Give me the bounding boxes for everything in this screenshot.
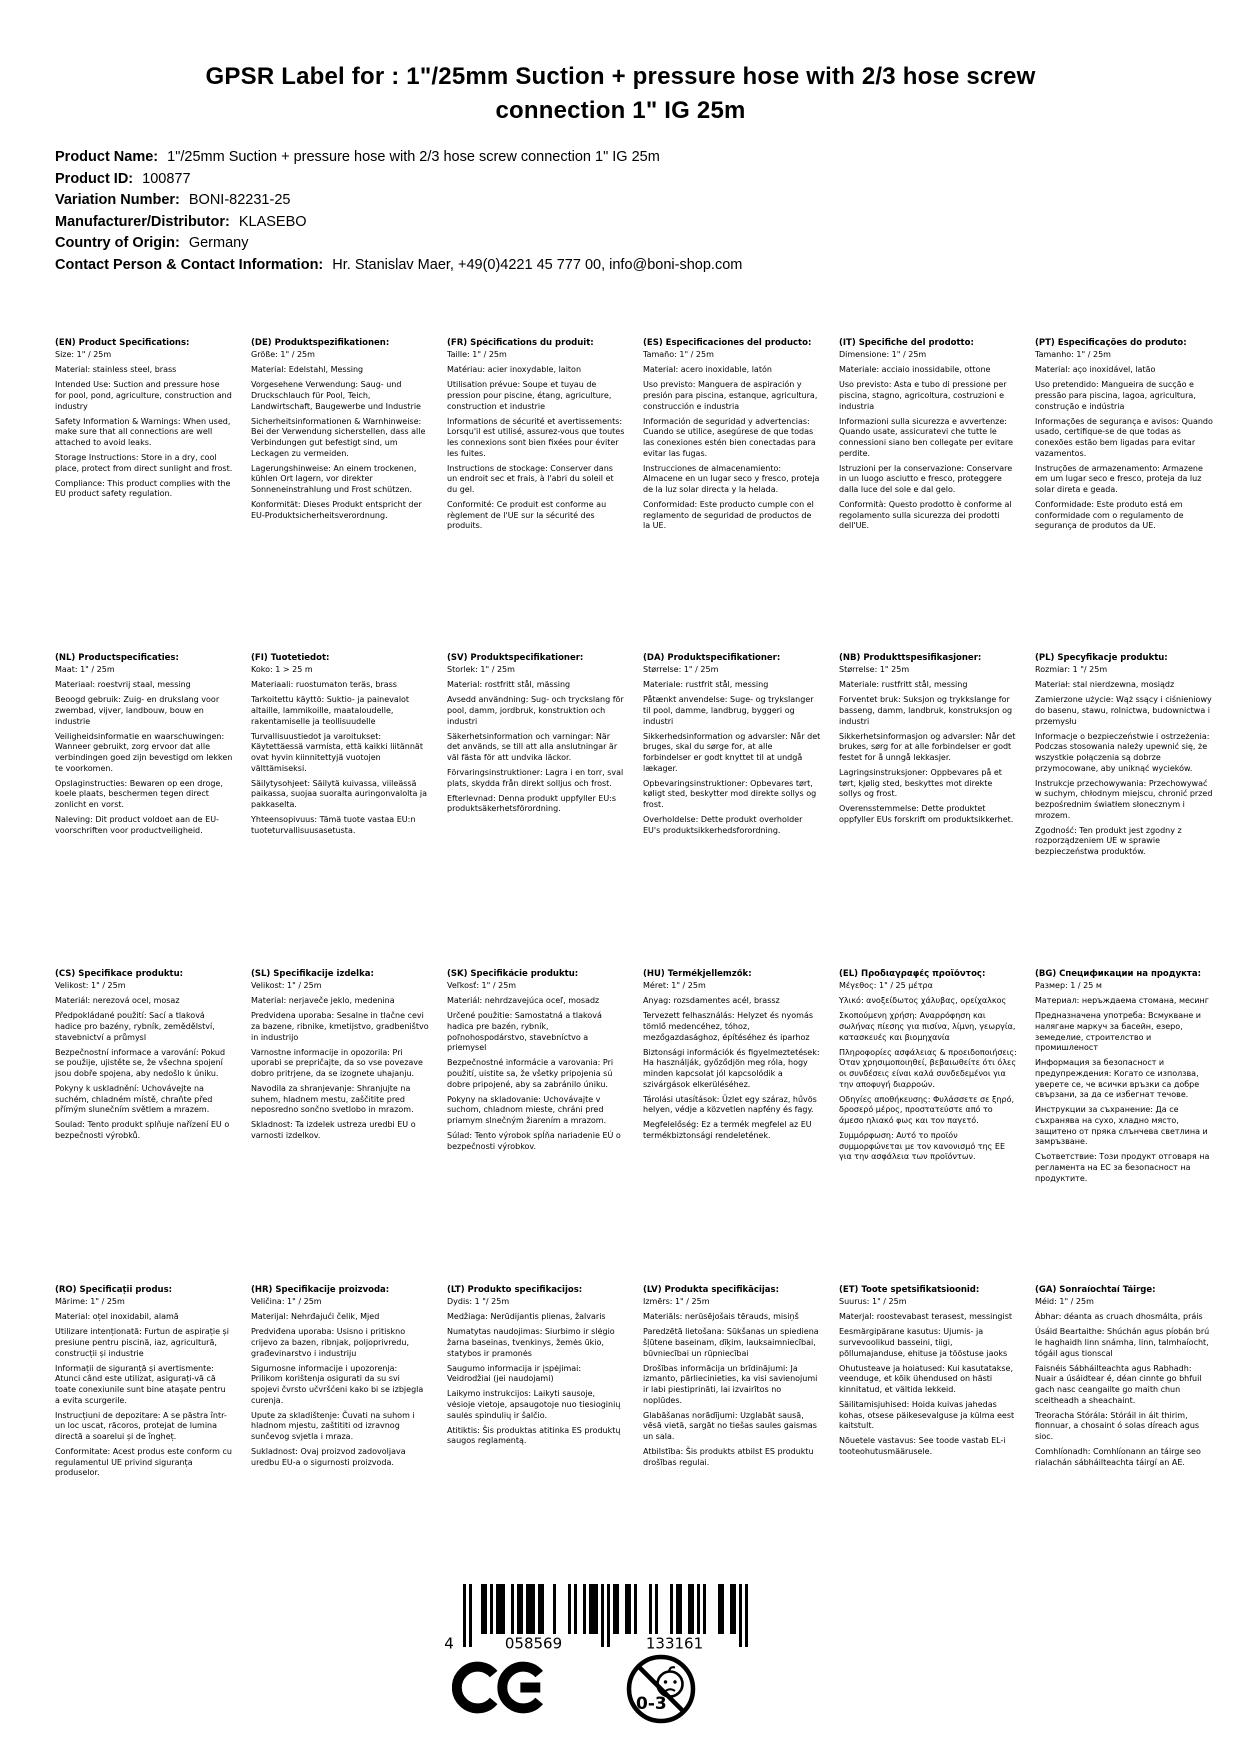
lang-heading-lt: (LT) Produkto specifikacijos: <box>447 1285 583 1295</box>
spec-paragraph: Instrucțiuni de depozitare: A se păstra într-un loc uscat, răcoros, protejat de lumina directă a soarelui și de îngheț. <box>55 1410 227 1441</box>
spec-paragraph: Overensstemmelse: Dette produktet oppfyller EUs forskrift om produktsikkerhet. <box>839 804 1014 825</box>
spec-paragraph: Información de seguridad y advertencias: Cuando se utilice, asegúrese de que todas las conexiones estén bien conectadas para evitar las fugas. <box>643 416 816 458</box>
spec-paragraph: Istruzioni per la conservazione: Conservare in un luogo asciutto e fresco, proteggere dalla luce del sole e dal gelo. <box>839 463 1013 494</box>
spec-paragraph: Uso previsto: Manguera de aspiración y presión para piscina, estanque, agricultura, construcción e industria <box>643 380 818 411</box>
lang-paragraphs-es <box>643 350 821 532</box>
country-of-origin-row <box>55 233 742 255</box>
contact-value: Hr. Stanislav Maer, +49(0)4221 45 777 00, info@boni-shop.com <box>332 256 743 273</box>
spec-paragraph: Υλικό: ανοξείδωτος χάλυβας, ορείχαλκος <box>839 996 1007 1006</box>
spec-paragraph: Maat: 1" / 25m <box>55 665 115 675</box>
spec-paragraph: Съответствие: Този продукт отговаря на регламента на ЕС за безопасност на продуктите. <box>1035 1152 1210 1183</box>
contact-row <box>55 255 742 277</box>
spec-paragraph: Opbevaringsinstruktioner: Opbevares tørt, køligt sted, beskytter mod direkte sollys og frost. <box>643 778 817 809</box>
spec-paragraph: Materiál: nehrdzavejúca oceľ, mosadz <box>447 996 600 1006</box>
spec-paragraph: Påtænkt anvendelse: Suge- og trykslanger til pool, damme, landbrug, byggeri og industri <box>643 695 814 726</box>
spec-paragraph: Úsáid Beartaithe: Shúchán agus píobán brú le haghaidh linn snámha, linn, talmhaíocht, tógáil agus tionscal <box>1035 1327 1210 1358</box>
spec-paragraph: Sigurnosne informacije i upozorenja: Prilikom korištenja osigurati da su svi spojevi čvrsto učvršćeni kako bi se izbjegla curenja. <box>251 1363 424 1405</box>
lang-paragraphs-hr <box>251 1297 429 1468</box>
spec-paragraph: Materiāls: nerūsējošais tērauds, misiņš <box>643 1312 799 1322</box>
spec-paragraph: Dimensione: 1" / 25m <box>839 350 927 360</box>
spec-paragraph: Размер: 1 / 25 м <box>1035 981 1102 991</box>
lang-block-hu <box>643 969 821 1285</box>
spec-paragraph: Megfelelőség: Ez a termék megfelel az EU termékbiztonsági rendeletének. <box>643 1120 812 1141</box>
spec-paragraph: Materiale: rustfrit stål, messing <box>643 680 769 690</box>
lang-paragraphs-sv <box>447 665 625 815</box>
lang-block-el <box>839 969 1017 1285</box>
spec-paragraph: Conformité: Ce produit est conforme au règlement de l'UE sur la sécurité des produits. <box>447 500 607 531</box>
spec-paragraph: Medžiaga: Nerūdijantis plienas, žalvaris <box>447 1312 606 1322</box>
spec-paragraph: Beoogd gebruik: Zuig- en drukslang voor zwembad, vijver, landbouw, bouw en industrie <box>55 695 220 726</box>
spec-paragraph: Comhlíonadh: Comhlíonann an táirge seo rialachán sábháilteachta táirgí an AE. <box>1035 1447 1201 1467</box>
lang-heading-hr: (HR) Specifikacije proizvoda: <box>251 1285 390 1295</box>
spec-paragraph: Nõuetele vastavus: See toode vastab EL-i tooteohutusmäärusele. <box>839 1436 1006 1457</box>
lang-heading-cs: (CS) Specifikace produktu: <box>55 969 184 979</box>
spec-paragraph: Rozmiar: 1 "/ 25m <box>1035 665 1108 675</box>
product-name-label: Product Name: <box>55 149 159 165</box>
spec-paragraph: Materiaal: roestvrij staal, messing <box>55 680 191 690</box>
spec-paragraph: Tárolási utasítások: Üzlet egy száraz, hűvös helyen, védje a közvetlen napfény és fagy. <box>643 1094 817 1115</box>
spec-paragraph: Veiligheidsinformatie en waarschuwingen: Wanneer gebruikt, zorg ervoor dat alle verbindingen goed zijn bevestigd om lekken te voorkomen. <box>55 731 233 773</box>
lang-paragraphs-da <box>643 665 821 836</box>
spec-paragraph: Informações de segurança e avisos: Quando usado, certifique-se de que todas as conexões estão bem ligadas para evitar vazamentos. <box>1035 416 1213 458</box>
spec-paragraph: Materijal: Nehrđajući čelik, Mjed <box>251 1312 380 1322</box>
spec-paragraph: Upute za skladištenje: Čuvati na suhom i hladnom mjestu, zaštititi od izravnog sunčevog svjetla i mraza. <box>251 1410 415 1441</box>
spec-paragraph: Størrelse: 1" / 25m <box>643 665 719 675</box>
spec-paragraph: Súlad: Tento výrobok spĺňa nariadenie EÚ o bezpečnosti výrobkov. <box>447 1131 621 1151</box>
lang-paragraphs-ro <box>55 1297 233 1479</box>
spec-paragraph: Veľkosť: 1" / 25m <box>447 981 517 991</box>
spec-paragraph: Mărime: 1" / 25m <box>55 1297 125 1307</box>
age-warning-text: 0-3 <box>636 1694 667 1714</box>
lang-paragraphs-it <box>839 350 1017 532</box>
spec-paragraph: Tamanho: 1" / 25m <box>1035 350 1111 360</box>
spec-paragraph: Materiaali: ruostumaton teräs, brass <box>251 680 397 690</box>
country-of-origin-value: Germany <box>188 235 249 251</box>
spec-paragraph: Compliance: This product complies with the EU product safety regulation. <box>55 478 231 499</box>
spec-paragraph: Koko: 1 > 25 m <box>251 665 313 675</box>
spec-paragraph: Материал: неръждаема стомана, месинг <box>1035 996 1209 1006</box>
spec-paragraph: Uso previsto: Asta e tubo di pressione per piscina, stagno, agricoltura, costruzioni e industria <box>839 380 1007 411</box>
spec-paragraph: Storlek: 1" / 25m <box>447 665 515 675</box>
spec-paragraph: Lagringsinstruksjoner: Oppbevares på et tørt, kjølig sted, beskyttes mot direkte sollys og frost. <box>839 768 1002 799</box>
spec-paragraph: Säilitamisjuhised: Hoida kuivas jahedas kohas, otsese päikesevalguse ja külma eest kaitstult. <box>839 1400 1015 1431</box>
spec-paragraph: Material: stainless steel, brass <box>55 365 177 375</box>
lang-heading-sk: (SK) Špecifikácie produktu: <box>447 969 579 979</box>
lang-block-nb <box>839 653 1017 969</box>
spec-paragraph: Intended Use: Suction and pressure hose for pool, pond, agriculture, construction and industry <box>55 380 232 411</box>
lang-paragraphs-nl <box>55 665 233 836</box>
spec-paragraph: Treoracha Stórála: Stóráil in áit thirim, fionnuar, a chosaint ó solas díreach agus sioc. <box>1035 1410 1200 1441</box>
lang-block-pl <box>1035 653 1213 969</box>
contact-label: Contact Person & Contact Information: <box>55 256 324 273</box>
spec-paragraph: Bezpečnostné informácie a varovania: Pri použití, uistite sa, že všetky pripojenia sú dobre pripojené, aby sa zabránilo úniku. <box>447 1058 614 1089</box>
variation-number-row <box>55 190 742 212</box>
spec-paragraph: Utilisation prévue: Soupe et tuyau de pression pour piscine, étang, agriculture, construction et industrie <box>447 380 612 411</box>
spec-paragraph: Zgodność: Ten produkt jest zgodny z rozporządzeniem UE w sprawie bezpieczeństwa produktów. <box>1035 825 1182 856</box>
lang-block-de <box>251 338 429 653</box>
spec-paragraph: Conformidade: Este produto está em conformidade com o regulamento de segurança de produtos da UE. <box>1035 500 1184 531</box>
lang-paragraphs-cs <box>55 981 233 1142</box>
spec-paragraph: Ábhar: déanta as cruach dhosmálta, práis <box>1035 1312 1203 1322</box>
spec-paragraph: Yhteensopivuus: Tämä tuote vastaa EU:n tuoteturvallisuusasetusta. <box>251 815 416 835</box>
spec-paragraph: Skladnost: Ta izdelek ustreza uredbi EU o varnosti izdelkov. <box>251 1120 416 1141</box>
spec-paragraph: Utilizare intenționată: Furtun de aspirație și presiune pentru piscină, iaz, agricultură, construcții și industrie <box>55 1327 229 1358</box>
lang-paragraphs-pt <box>1035 350 1213 532</box>
spec-paragraph: Informazioni sulla sicurezza e avvertenze: Quando usate, assicuratevi che tutte le connessioni siano ben collegate per evitare perdite. <box>839 416 1014 458</box>
spec-paragraph: Инструкции за съхранение: Да се съхранява на сухо, хладно място, защитено от пряка слънчева светлина и замръзване. <box>1035 1105 1208 1147</box>
lang-heading-fi: (FI) Tuotetiedot: <box>251 653 330 663</box>
lang-heading-nb: (NB) Produkttspesifikasjoner: <box>839 653 982 663</box>
lang-block-ga <box>1035 1285 1213 1483</box>
lang-heading-bg: (BG) Спецификации на продукта: <box>1035 969 1201 979</box>
lang-block-bg <box>1035 969 1213 1285</box>
lang-paragraphs-el <box>839 981 1017 1163</box>
lang-block-sl <box>251 969 429 1285</box>
page-title: GPSR Label for : 1"/25mm Suction + pressure hose with 2/3 hose screw connection 1" IG 25m <box>205 63 1036 124</box>
lang-block-en <box>55 338 233 653</box>
lang-block-et <box>839 1285 1017 1483</box>
spec-paragraph: Forventet bruk: Suksjon og trykkslange for basseng, damm, landbruk, konstruksjon og industri <box>839 695 1013 726</box>
lang-paragraphs-bg <box>1035 981 1213 1184</box>
lang-paragraphs-et <box>839 1297 1017 1458</box>
spec-paragraph: Velikost: 1" / 25m <box>55 981 126 991</box>
lang-heading-de: (DE) Produktspezifikationen: <box>251 338 390 348</box>
spec-paragraph: Izmērs: 1" / 25m <box>643 1297 710 1307</box>
spec-paragraph: Material: Edelstahl, Messing <box>251 365 364 375</box>
spec-paragraph: Navodila za shranjevanje: Shranjujte na suhem, hladnem mestu, zaščitite pred neposredno sončno svetlobo in mrazom. <box>251 1084 414 1115</box>
spec-paragraph: Materiale: acciaio inossidabile, ottone <box>839 365 991 375</box>
spec-paragraph: Určené použitie: Samostatná a tlaková hadica pre bazén, rybník, poľnohospodárstvo, stavebníctvo a priemysel <box>447 1011 602 1053</box>
lang-block-ro <box>55 1285 233 1483</box>
spec-paragraph: Soulad: Tento produkt splňuje nařízení EU o bezpečnosti výrobků. <box>55 1120 230 1141</box>
lang-heading-hu: (HU) Termékjellemzők: <box>643 969 752 979</box>
lang-block-sv <box>447 653 625 969</box>
language-specs-grid <box>55 338 1213 1483</box>
spec-paragraph: Naleving: Dit product voldoet aan de EU-voorschriften voor productveiligheid. <box>55 815 219 835</box>
lang-block-fi <box>251 653 429 969</box>
product-info-block <box>55 147 742 276</box>
spec-paragraph: Instructions de stockage: Conserver dans un endroit sec et frais, à l'abri du soleil et du gel. <box>447 463 614 494</box>
lang-heading-et: (ET) Toote spetsifikatsioonid: <box>839 1285 980 1295</box>
spec-paragraph: Conformità: Questo prodotto è conforme al regolamento sulla sicurezza dei prodotti dell'UE. <box>839 500 1012 531</box>
spec-paragraph: Paredzētā lietošana: Sūkšanas un spiediena šļūtene baseinam, dīķim, lauksaimniecībai, būvniecībai un rūpniecībai <box>643 1327 819 1358</box>
lang-block-da <box>643 653 821 969</box>
lang-paragraphs-fi <box>251 665 429 836</box>
lang-block-lt <box>447 1285 625 1483</box>
spec-paragraph: Vorgesehene Verwendung: Saug- und Druckschlauch für Pool, Teich, Landwirtschaft, Baugewerbe und Industrie <box>251 380 421 411</box>
lang-paragraphs-lt <box>447 1297 625 1447</box>
lang-heading-lv: (LV) Produkta specifikācijas: <box>643 1285 779 1295</box>
spec-paragraph: Biztonsági információk és figyelmeztetések: Ha használják, győződjön meg róla, hogy minden kapcsolat jól kapcsolódik a szivárgások elkerüléséhez. <box>643 1047 820 1089</box>
manufacturer-value: KLASEBO <box>238 213 307 230</box>
spec-paragraph: Zamierzone użycie: Wąż ssący i ciśnieniowy do basenu, stawu, rolnictwa, budownictwa i przemysłu <box>1035 695 1212 726</box>
product-id-value: 100877 <box>142 170 191 187</box>
spec-paragraph: Informacje o bezpieczeństwie i ostrzeżenia: Podczas stosowania należy upewnić się, że wszystkie połączenia są dobrze przymocowane, aby uniknąć wycieków. <box>1035 731 1210 773</box>
spec-paragraph: Μέγεθος: 1" / 25 μέτρα <box>839 981 933 991</box>
spec-paragraph: Veličina: 1" / 25m <box>251 1297 322 1307</box>
spec-paragraph: Tervezett felhasználás: Helyzet és nyomás tömlő medencéhez, tóhoz, mezőgazdasághoz, építéséhez és iparhoz <box>643 1011 814 1042</box>
lang-paragraphs-hu <box>643 981 821 1142</box>
spec-paragraph: Instrukcje przechowywania: Przechowywać w suchym, chłodnym miejscu, chronić przed bezpośrednim światłem słonecznym i mrozem. <box>1035 778 1213 820</box>
spec-paragraph: Οδηγίες αποθήκευσης: Φυλάσσετε σε ξηρό, δροσερό μέρος, προστατεύστε από το άμεσο ηλιακό φως και τον παγετό. <box>839 1094 1015 1125</box>
lang-paragraphs-en <box>55 350 233 500</box>
spec-paragraph: Conformitate: Acest produs este conform cu regulamentul UE privind siguranța produselor. <box>55 1447 232 1478</box>
spec-paragraph: Σκοπούμενη χρήση: Αναρρόφηση και σωλήνας πίεσης για πισίνα, λίμνη, γεωργία, κατασκευές και βιομηχανία <box>839 1011 1016 1042</box>
product-id-row <box>55 169 742 191</box>
product-name-value: 1"/25mm Suction + pressure hose with 2/3 hose screw connection 1" IG 25m <box>167 149 660 165</box>
spec-paragraph: Größe: 1" / 25m <box>251 350 315 360</box>
lang-heading-es: (ES) Especificaciones del producto: <box>643 338 812 348</box>
lang-paragraphs-sk <box>447 981 625 1152</box>
lang-block-sk <box>447 969 625 1285</box>
lang-paragraphs-fr <box>447 350 625 532</box>
lang-block-hr <box>251 1285 429 1483</box>
spec-paragraph: Størrelse: 1" 25m <box>839 665 910 675</box>
spec-paragraph: Safety Information & Warnings: When used, make sure that all connections are well attached to avoid leaks. <box>55 416 231 447</box>
spec-paragraph: Sikkerhetsinformasjon og advarsler: Når det brukes, sørg for at alle forbindelser er godt festet for å unngå lekkasjer. <box>839 731 1016 762</box>
spec-paragraph: Méret: 1" / 25m <box>643 981 706 991</box>
spec-paragraph: Materiał: stal nierdzewna, mosiądz <box>1035 680 1175 690</box>
lang-paragraphs-lv <box>643 1297 821 1468</box>
spec-paragraph: Conformidad: Este producto cumple con el reglamento de seguridad de productos de la UE. <box>643 500 814 531</box>
spec-paragraph: Atitiktis: Šis produktas atitinka ES produktų saugos reglamentą. <box>447 1425 621 1446</box>
spec-paragraph: Информация за безопасност и предупреждения: Когато се използва, уверете се, че всички връзки са добре свързани, за да се избегнат течове. <box>1035 1058 1200 1100</box>
spec-paragraph: Taille: 1" / 25m <box>447 350 507 360</box>
lang-heading-it: (IT) Specifiche del prodotto: <box>839 338 974 348</box>
spec-paragraph: Sukladnost: Ovaj proizvod zadovoljava uredbu EU-a o sigurnosti proizvoda. <box>251 1447 406 1467</box>
lang-paragraphs-ga <box>1035 1297 1213 1468</box>
spec-paragraph: Efterlevnad: Denna produkt uppfyller EU:s produktsäkerhetsförordning. <box>447 793 617 814</box>
spec-paragraph: Anyag: rozsdamentes acél, brassz <box>643 996 780 1006</box>
spec-paragraph: Förvaringsinstruktioner: Lagra i en torr, sval plats, skydda från direkt solljus och frost. <box>447 768 624 788</box>
spec-paragraph: Eesmärgipärane kasutus: Ujumis- ja survevoolikud basseini, tiigi, põllumajanduse, ehituse ja tööstuse jaoks <box>839 1327 1008 1358</box>
lang-block-pt <box>1035 338 1213 653</box>
spec-paragraph: Varnostne informacije in opozorila: Pri uporabi se prepričajte, da so vse povezave dobro pritrjene, da se izognete uhajanju. <box>251 1047 423 1078</box>
country-of-origin-label: Country of Origin: <box>55 235 180 251</box>
spec-paragraph: Predviđena uporaba: Usisno i pritiskno crijevo za bazen, ribnjak, poljoprivredu, građevinarstvo i industriju <box>251 1327 409 1358</box>
variation-number-value: BONI-82231-25 <box>188 192 291 208</box>
spec-paragraph: Dydis: 1 "/ 25m <box>447 1297 510 1307</box>
lang-heading-nl: (NL) Productspecificaties: <box>55 653 179 663</box>
spec-paragraph: Laikymo instrukcijos: Laikyti sausoje, vėsioje vietoje, apsaugotoje nuo tiesioginių saulės spindulių ir šalčio. <box>447 1389 621 1420</box>
spec-paragraph: Avsedd användning: Sug- och tryckslang för pool, damm, jordbruk, konstruktion och industri <box>447 695 624 726</box>
spec-paragraph: Uso pretendido: Mangueira de sucção e pressão para piscina, lagoa, agricultura, construção e indústria <box>1035 380 1196 411</box>
spec-paragraph: Predvidena uporaba: Sesalne in tlačne cevi za bazene, ribnike, kmetijstvo, gradbeništvo in industrijo <box>251 1011 429 1042</box>
spec-paragraph: Material: oțel inoxidabil, alamă <box>55 1312 179 1322</box>
lang-heading-sv: (SV) Produktspecifikationer: <box>447 653 584 663</box>
spec-paragraph: Overholdelse: Dette produkt overholder EU's produktsikkerhedsforordning. <box>643 815 803 835</box>
spec-paragraph: Saugumo informacija ir įspėjimai: Veidrodžiai (jei naudojami) <box>447 1363 582 1384</box>
spec-paragraph: Materiál: nerezová ocel, mosaz <box>55 996 180 1006</box>
spec-paragraph: Säilytysohjeet: Säilytä kuivassa, viileässä paikassa, suojaa suoralta auringonvalolta ja pakkaselta. <box>251 778 428 809</box>
ean13-barcode <box>443 1584 753 1655</box>
lang-heading-da: (DA) Produktspecifikationer: <box>643 653 781 663</box>
lang-block-fr <box>447 338 625 653</box>
age-warning-0-3-icon <box>625 1651 697 1731</box>
spec-paragraph: Tamaño: 1" / 25m <box>643 350 714 360</box>
spec-paragraph: Méid: 1" / 25m <box>1035 1297 1094 1307</box>
spec-paragraph: Storage Instructions: Store in a dry, cool place, protect from direct sunlight and frost. <box>55 453 233 473</box>
lang-block-nl <box>55 653 233 969</box>
spec-paragraph: Opslaginstructies: Bewaren op een droge, koele plaats, beschermen tegen direct zonlicht en vorst. <box>55 778 223 809</box>
product-name-row <box>55 147 742 169</box>
spec-paragraph: Material: rostfritt stål, mässing <box>447 680 571 690</box>
spec-paragraph: Faisnéis Sábháilteachta agus Rabhadh: Nuair a úsáidtear é, déan cinnte go bhfuil gach nasc ceangailte go maith chun sceitheadh a sheachaint. <box>1035 1363 1202 1405</box>
product-id-label: Product ID: <box>55 170 134 187</box>
spec-paragraph: Turvallisuustiedot ja varoitukset: Käytettäessä varmista, että kaikki liitännät ovat hyvin kiinnitettyjä vuotojen välttämiseksi. <box>251 731 423 773</box>
lang-heading-ro: (RO) Specificații produs: <box>55 1285 173 1295</box>
manufacturer-row <box>55 212 742 234</box>
spec-paragraph: Materiale: rustfritt stål, messing <box>839 680 968 690</box>
spec-paragraph: Lagerungshinweise: An einem trockenen, kühlen Ort lagern, vor direkter Sonneneinstrahlung und Frost schützen. <box>251 463 417 494</box>
lang-heading-sl: (SL) Specifikacije izdelka: <box>251 969 374 979</box>
spec-paragraph: Informații de siguranță și avertismente: Atunci când este utilizat, asigurați-vă că toate conexiunile sunt bine atașate pentru a evita scurgerile. <box>55 1363 226 1405</box>
spec-paragraph: Instruções de armazenamento: Armazene em um lugar seco e fresco, proteja da luz solar direta e geada. <box>1035 463 1203 494</box>
lang-block-es <box>643 338 821 653</box>
spec-paragraph: Informations de sécurité et avertissements: Lorsqu'il est utilisé, assurez-vous que toutes les connexions sont bien fixées pour éviter les fuites. <box>447 416 625 458</box>
variation-number-label: Variation Number: <box>55 192 180 208</box>
lang-paragraphs-pl <box>1035 665 1213 858</box>
lang-block-cs <box>55 969 233 1285</box>
spec-paragraph: Numatytas naudojimas: Siurbimo ir slėgio žarna baseinas, tvenkinys, žemės ūkio, statybos ir pramonės <box>447 1327 615 1358</box>
lang-heading-en: (EN) Product Specifications: <box>55 338 190 348</box>
ce-mark-icon <box>452 1660 547 1719</box>
spec-paragraph: Πληροφορίες ασφάλειας & προειδοποιήσεις: Όταν χρησιμοποιηθεί, βεβαιωθείτε ότι όλες οι συνδέσεις είναι καλά συνδεδεμένοι για την αποφυγή διαρροών. <box>839 1047 1017 1089</box>
spec-paragraph: Suurus: 1" / 25m <box>839 1297 907 1307</box>
manufacturer-label: Manufacturer/Distributor: <box>55 213 230 230</box>
spec-paragraph: Tarkoitettu käyttö: Suktio- ja painevalot altaille, lammikoille, maataloudelle, rakentamiselle ja teollisuudelle <box>251 695 410 726</box>
lang-heading-pt: (PT) Especificações do produto: <box>1035 338 1187 348</box>
lang-paragraphs-nb <box>839 665 1017 826</box>
spec-paragraph: Bezpečnostní informace a varování: Pokud se použije, ujistěte se, že všechna spojení jsou dobře spojena, aby nedošlo k úniku. <box>55 1047 226 1078</box>
spec-paragraph: Sicherheitsinformationen & Warnhinweise: Bei der Verwendung sicherstellen, dass alle Verbindungen gut befestigt sind, um Leckagen zu vermeiden. <box>251 416 426 458</box>
spec-paragraph: Velikost: 1" / 25m <box>251 981 322 991</box>
lang-paragraphs-de <box>251 350 429 521</box>
spec-paragraph: Material: acero inoxidable, latón <box>643 365 772 375</box>
lang-heading-el: (EL) Προδιαγραφές προϊόντος: <box>839 969 986 979</box>
barcode-digits: 133161 <box>645 1634 704 1651</box>
spec-paragraph: Pokyny k uskladnění: Uchovávejte na suchém, chladném místě, chraňte před přímým slunečním světlem a mrazem. <box>55 1084 213 1115</box>
lang-heading-ga: (GA) Sonraíochtaí Táirge: <box>1035 1285 1156 1295</box>
spec-paragraph: Size: 1" / 25m <box>55 350 112 360</box>
spec-paragraph: Material: nerjaveče jeklo, medenina <box>251 996 395 1006</box>
spec-paragraph: Instrucciones de almacenamiento: Almacene en un lugar seco y fresco, proteja de la luz solar directa y la helada. <box>643 463 820 494</box>
spec-paragraph: Materjal: roostevabast terasest, messingist <box>839 1312 1013 1322</box>
spec-paragraph: Drošības informācija un brīdinājumi: Ja izmanto, pārliecinieties, ka visi savienojumi ir labi piestiprināti, lai izvairītos no noplūdes. <box>643 1363 818 1405</box>
lang-block-lv <box>643 1285 821 1483</box>
spec-paragraph: Предназначена употреба: Всмукване и налягане маркуч за басейн, езеро, земеделие, строителство и промишленост <box>1035 1011 1201 1053</box>
spec-paragraph: Konformität: Dieses Produkt entspricht der EU-Produktsicherheitsverordnung. <box>251 500 422 520</box>
spec-paragraph: Συμμόρφωση: Αυτό το προϊόν συμμορφώνεται με τον κανονισμό της ΕΕ για την ασφάλεια των προϊόντων. <box>839 1131 1005 1162</box>
barcode-digits: 4 <box>444 1634 454 1651</box>
spec-paragraph: Sikkerhedsinformation og advarsler: Når det bruges, skal du sørge for, at alle forbindelser er godt knyttet til at undgå lækager. <box>643 731 821 773</box>
spec-paragraph: Glabāšanas norādījumi: Uzglabāt sausā, vēsā vietā, sargāt no tiešas saules gaismas un sala. <box>643 1410 817 1441</box>
spec-paragraph: Matériau: acier inoxydable, laiton <box>447 365 582 375</box>
spec-paragraph: Säkerhetsinformation och varningar: När det används, se till att alla anslutningar är väl fästa för att undvika läckor. <box>447 731 618 762</box>
lang-paragraphs-sl <box>251 981 429 1142</box>
spec-paragraph: Material: aço inoxidável, latão <box>1035 365 1156 375</box>
lang-heading-fr: (FR) Spécifications du produit: <box>447 338 594 348</box>
barcode-digits: 058569 <box>504 1634 563 1651</box>
lang-block-it <box>839 338 1017 653</box>
spec-paragraph: Ohutusteave ja hoiatused: Kui kasutatakse, veenduge, et kõik ühendused on hästi kinnitatud, et vältida lekkeid. <box>839 1363 1014 1394</box>
lang-heading-pl: (PL) Specyfikacje produktu: <box>1035 653 1168 663</box>
spec-paragraph: Atbilstība: Šis produkts atbilst ES produktu drošības regulai. <box>643 1447 814 1467</box>
spec-paragraph: Pokyny na skladovanie: Uchovávajte v suchom, chladnom mieste, chráni pred priamym slnečným žiarením a mrazom. <box>447 1094 607 1125</box>
spec-paragraph: Předpokládané použití: Sací a tlaková hadice pro bazény, rybník, zemědělství, stavebnictví a průmysl <box>55 1011 215 1042</box>
